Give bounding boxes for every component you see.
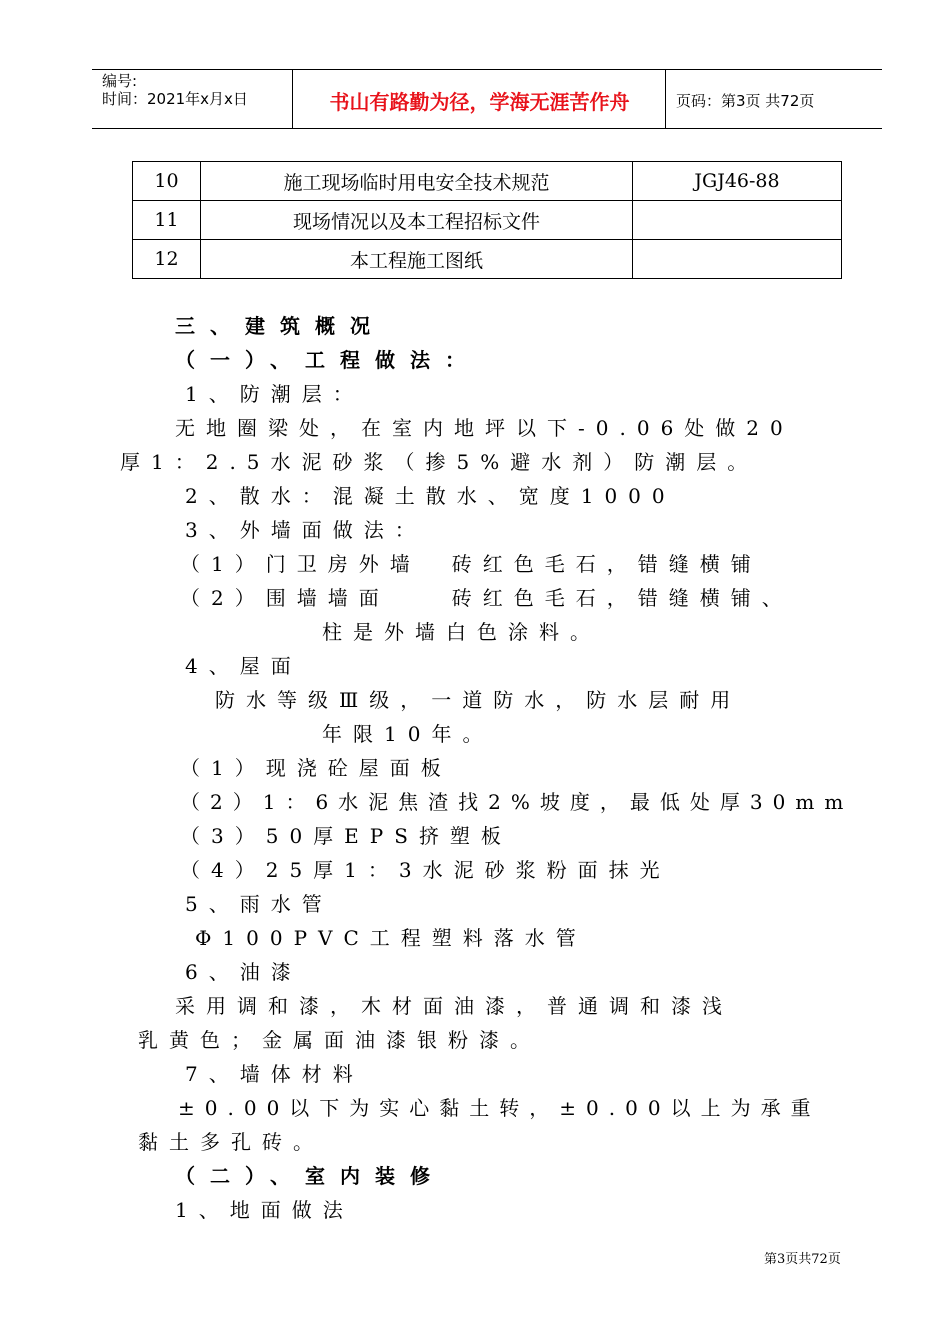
paragraph-line: 采用调和漆，木材面油漆，普通调和漆浅 <box>175 994 733 1018</box>
table-row <box>133 201 842 240</box>
reference-table <box>132 161 842 279</box>
doc-time-label: 时间：2021年x月x日 <box>102 90 248 108</box>
paragraph-line: 乳黄色；金属面油漆银粉漆。 <box>138 1028 541 1052</box>
table-cell-no: 12 <box>133 240 201 279</box>
list-item: （3）50厚EPS挤塑板 <box>180 824 512 848</box>
table-cell-name: 施工现场临时用电安全技术规范 <box>201 162 633 201</box>
list-item: （2）围墙墙面 砖红色毛石，错缝横铺、 <box>180 586 793 610</box>
item-heading: 6、油漆 <box>185 960 302 984</box>
table-cell-name: 本工程施工图纸 <box>201 240 633 279</box>
doc-number-label: 编号: <box>102 72 138 90</box>
list-item: （1）门卫房外墙 砖红色毛石，错缝横铺 <box>180 552 762 576</box>
table-cell-code <box>633 201 842 240</box>
list-item: （1）现浇砼屋面板 <box>180 756 452 780</box>
subsection-heading: （一）、工程做法： <box>175 348 480 372</box>
item-heading: 2、散水：混凝土散水、宽度1000 <box>185 484 676 508</box>
paragraph-line: 无地圈梁处，在室内地坪以下-0.06处做20 <box>175 416 794 440</box>
paragraph-line: 柱是外墙白色涂料。 <box>322 620 601 644</box>
paragraph-line: 年限10年。 <box>322 722 494 746</box>
footer-page-number: 第3页共72页 <box>764 1252 841 1267</box>
list-item: （4）25厚1：3水泥砂浆粉面抹光 <box>180 858 671 882</box>
table-cell-no: 11 <box>133 201 201 240</box>
header-top-rule <box>92 69 882 70</box>
table-cell-code <box>633 240 842 279</box>
paragraph-line: 防水等级Ⅲ级，一道防水，防水层耐用 <box>215 688 742 712</box>
item-heading: 4、屋面 <box>185 654 302 678</box>
header-motto: 书山有路勤为径，学海无涯苦作舟 <box>329 90 630 114</box>
table-cell-name: 现场情况以及本工程招标文件 <box>201 201 633 240</box>
subsection-heading: （二）、室内装修 <box>175 1164 445 1188</box>
paragraph-line: Φ100PVC工程塑料落水管 <box>195 926 587 950</box>
paragraph-line: ±0.00以下为实心黏土转，±0.00以上为承重 <box>178 1096 821 1120</box>
table-cell-no: 10 <box>133 162 201 201</box>
item-heading: 3、外墙面做法： <box>185 518 426 542</box>
list-item: （2）1：6水泥焦渣找2%坡度，最低处厚30mm <box>180 790 854 814</box>
paragraph-line: 厚1：2.5水泥砂浆（掺5%避水剂）防潮层。 <box>120 450 759 474</box>
header-bottom-rule <box>92 128 882 129</box>
item-heading: 5、雨水管 <box>185 892 333 916</box>
section-heading: 三、建筑概况 <box>175 314 385 338</box>
item-heading: 7、墙体材料 <box>185 1062 364 1086</box>
table-row <box>133 240 842 279</box>
paragraph-line: 黏土多孔砖。 <box>138 1130 324 1154</box>
header-page-label: 页码：第3页 共72页 <box>676 92 815 110</box>
table-cell-code: JGJ46-88 <box>633 162 842 201</box>
table-row <box>133 162 842 201</box>
item-heading: 1、地面做法 <box>175 1198 354 1222</box>
item-heading: 1、防潮层： <box>185 382 364 406</box>
